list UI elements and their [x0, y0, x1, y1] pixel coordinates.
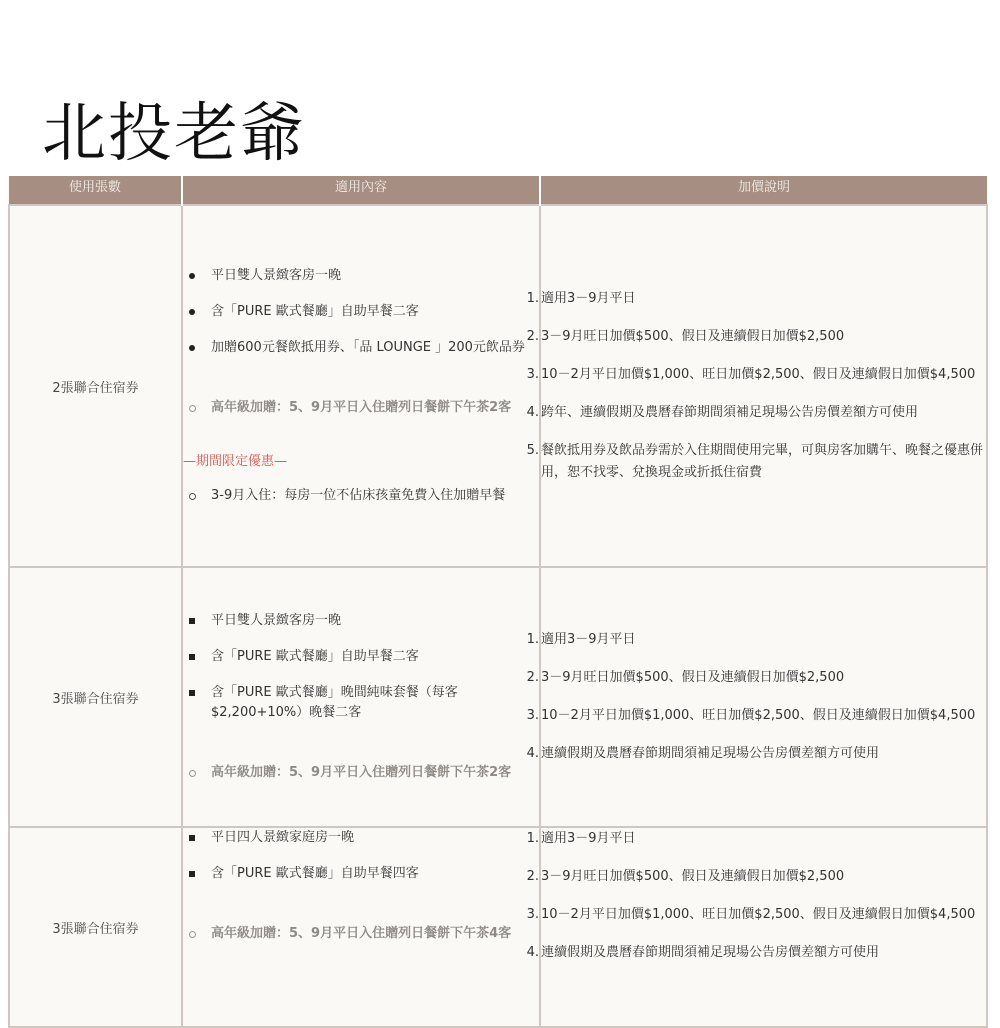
list-item: 含「PURE 歐式餐廳」自助早餐四客 — [183, 864, 539, 884]
note-item: 5. 餐飲抵用券及飲品券需於入住期間使用完畢，可與房客加購午、晚餐之優惠併用，恕不找零、兌換現金或折抵住宿費 — [526, 443, 984, 480]
surcharge-notes — [526, 828, 986, 964]
list-item: 含「PURE 歐式餐廳」自助早餐二客 — [183, 647, 539, 667]
note-item: 3. 10－2月平日加價$1,000、旺日加價$2,500、假日及連續假日加價$4,500 — [526, 367, 976, 382]
limited-offer-label: —期間限定優惠— — [183, 454, 288, 469]
tickets-cell: 3張聯合住宿券 — [9, 827, 182, 1027]
notes-cell — [526, 827, 987, 1027]
senior-bonus: 高年級加贈：5、9月平日入住贈列日餐餅下午茶4客 — [183, 924, 539, 944]
column-header-tickets: 使用張數 — [9, 176, 182, 205]
surcharge-notes — [526, 629, 986, 765]
list-item: 平日四人景緻家庭房一晚 — [183, 828, 539, 848]
column-header-content: 適用內容 — [182, 176, 540, 205]
list-item: 平日雙人景緻客房一晚 — [183, 611, 539, 631]
note-item: 4. 跨年、連續假期及農曆春節期間須補足現場公告房價差額方可使用 — [526, 405, 919, 420]
content-cell — [182, 567, 540, 827]
note-item: 2. 3－9月旺日加價$500、假日及連續假日加價$2,500 — [526, 670, 845, 685]
list-item: 平日雙人景緻客房一晚 — [183, 266, 539, 286]
list-item: 加贈600元餐飲抵用券、「品 LOUNGE 」200元飲品券 — [183, 338, 539, 358]
column-header-surcharge: 加價說明 — [540, 176, 987, 205]
page-title: 北投老爺 — [42, 97, 306, 171]
pricing-table — [8, 176, 988, 1028]
note-item: 2. 3－9月旺日加價$500、假日及連續假日加價$2,500 — [526, 869, 845, 884]
note-item: 3. 10－2月平日加價$1,000、旺日加價$2,500、假日及連續假日加價$4,500 — [526, 708, 976, 723]
note-item: 1. 適用3－9月平日 — [526, 632, 636, 647]
table-row — [9, 827, 987, 1027]
included-list — [183, 266, 539, 358]
note-item: 3. 10－2月平日加價$1,000、旺日加價$2,500、假日及連續假日加價$4,500 — [526, 907, 976, 922]
table-row — [9, 567, 987, 827]
senior-bonus-list — [183, 763, 539, 783]
notes-cell — [526, 567, 987, 827]
content-cell — [182, 205, 540, 567]
limited-offer-list — [183, 486, 539, 506]
note-item: 4. 連續假期及農曆春節期間須補足現場公告房價差額方可使用 — [526, 746, 880, 761]
note-item: 4. 連續假期及農曆春節期間須補足現場公告房價差額方可使用 — [526, 945, 880, 960]
tickets-cell: 3張聯合住宿券 — [9, 567, 182, 827]
table-header-row — [9, 176, 987, 205]
list-item: 含「PURE 歐式餐廳」自助早餐二客 — [183, 302, 539, 322]
surcharge-notes — [526, 288, 986, 484]
limited-offer-item: 3-9月入住：每房一位不佔床孩童免費入住加贈早餐 — [183, 486, 539, 506]
table-row — [9, 205, 987, 567]
list-item: 含「PURE 歐式餐廳」晚間純味套餐（每客$2,200+10%）晚餐二客 — [183, 683, 539, 723]
tickets-cell: 2張聯合住宿券 — [9, 205, 182, 567]
senior-bonus: 高年級加贈：5、9月平日入住贈列日餐餅下午茶2客 — [183, 763, 539, 783]
note-item: 1. 適用3－9月平日 — [526, 831, 636, 846]
note-item: 1. 適用3－9月平日 — [526, 291, 636, 306]
note-item: 2. 3－9月旺日加價$500、假日及連續假日加價$2,500 — [526, 329, 845, 344]
notes-cell — [526, 205, 987, 567]
senior-bonus-list — [183, 398, 539, 418]
included-list — [183, 611, 539, 723]
content-cell — [182, 827, 540, 1027]
senior-bonus-list — [183, 924, 539, 944]
senior-bonus: 高年級加贈：5、9月平日入住贈列日餐餅下午茶2客 — [183, 398, 539, 418]
included-list — [183, 828, 539, 884]
